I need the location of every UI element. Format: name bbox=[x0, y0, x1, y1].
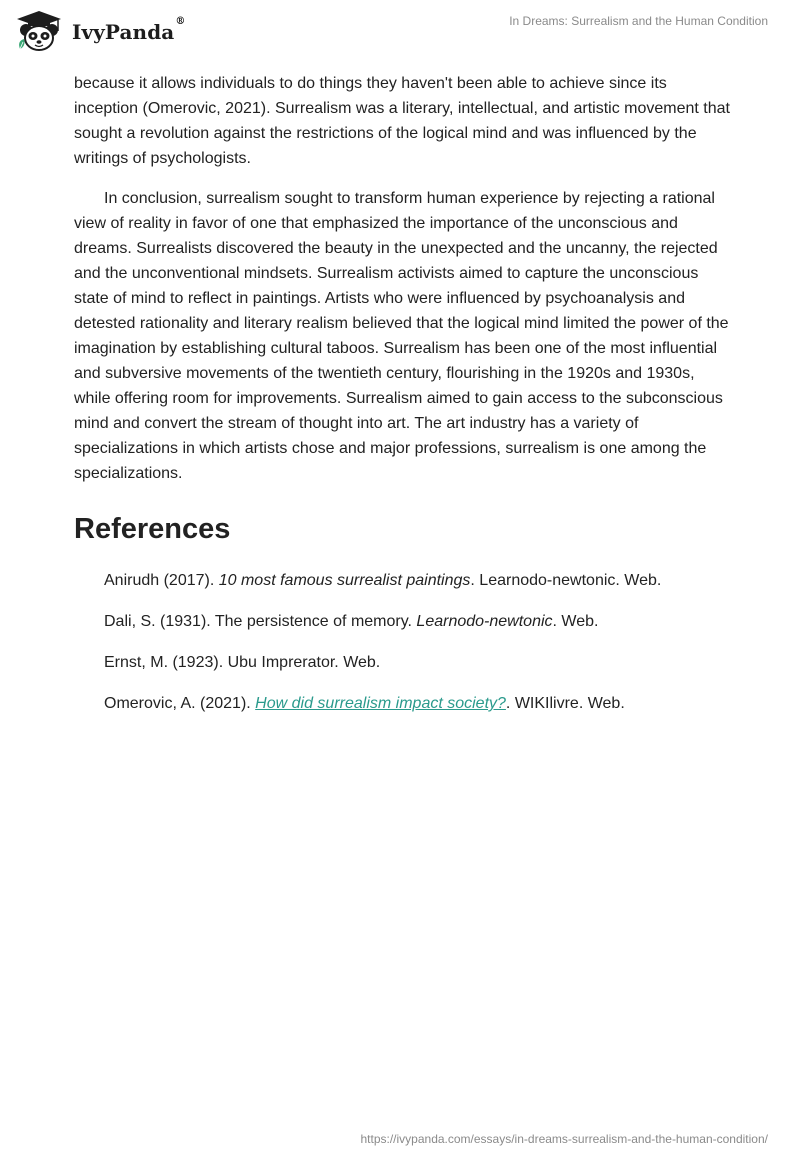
reference-item-anirudh bbox=[74, 568, 734, 593]
page-header bbox=[0, 0, 800, 60]
reference-item-ernst: Ernst, M. (1923). Ubu Imprerator. Web. bbox=[104, 654, 381, 671]
ref-source: . WIKIlivre. Web. bbox=[505, 695, 625, 712]
document-title: In Dreams: Surrealism and the Human Condition bbox=[509, 14, 768, 28]
reference-item-dali bbox=[74, 609, 734, 634]
ref-source: . Learnodo-newtonic. Web. bbox=[470, 572, 662, 589]
registered-mark: ® bbox=[175, 16, 186, 27]
ref-title: 10 most famous surrealist paintings bbox=[218, 572, 471, 589]
brand-text: IvyPanda bbox=[72, 20, 175, 44]
panda-graduate-icon bbox=[14, 9, 64, 55]
reference-item-omerovic bbox=[74, 691, 734, 716]
ref-author: Anirudh (2017). bbox=[104, 572, 219, 589]
ivypanda-logo[interactable] bbox=[14, 8, 185, 56]
references-heading: References bbox=[74, 513, 231, 545]
paragraph-continuation: because it allows individuals to do things they haven't been able to achieve since its inception (Omerovic, 2021). Surrealism was a literary, intellectual, and artistic movement that sought a revolution against the restrictions of the logical mind and was influenced by the writings of psychologists. bbox=[74, 75, 730, 167]
paragraph-conclusion: In conclusion, surrealism sought to transform human experience by rejecting a rational view of reality in favor of one that emphasized the importance of the unconscious and dreams. Surrealists discovered the beauty in the unexpected and the uncanny, the rejected and the unconventional mindsets. Surrealism activists aimed to capture the unconscious state of mind to reflect in paintings. Artists who were influenced by psychoanalysis and detested rationality and literary realism believed that the logical mind limited the power of the imagination by establishing cultural taboos. Surrealism has been one of the most influential and subversive movements of the twentieth century, flourishing in the 1920s and 1930s, while offering room for improvements. Surrealism aimed to gain access to the subconscious mind and convert the stream of thought into art. The art industry has a variety of specializations in which artists chose and major professions, surrealism is one among the specializations. bbox=[74, 190, 729, 482]
ref-link[interactable]: How did surrealism impact society? bbox=[255, 695, 506, 712]
footer-url[interactable]: https://ivypanda.com/essays/in-dreams-surrealism-and-the-human-condition/ bbox=[360, 1132, 768, 1146]
ref-author: Omerovic, A. (2021). bbox=[104, 695, 256, 712]
ref-source: . Web. bbox=[552, 613, 599, 630]
brand-name bbox=[72, 16, 186, 44]
ref-title: Learnodo-newtonic bbox=[416, 613, 553, 630]
document-body bbox=[74, 71, 734, 732]
ref-author: Dali, S. (1931). The persistence of memory. bbox=[104, 613, 417, 630]
